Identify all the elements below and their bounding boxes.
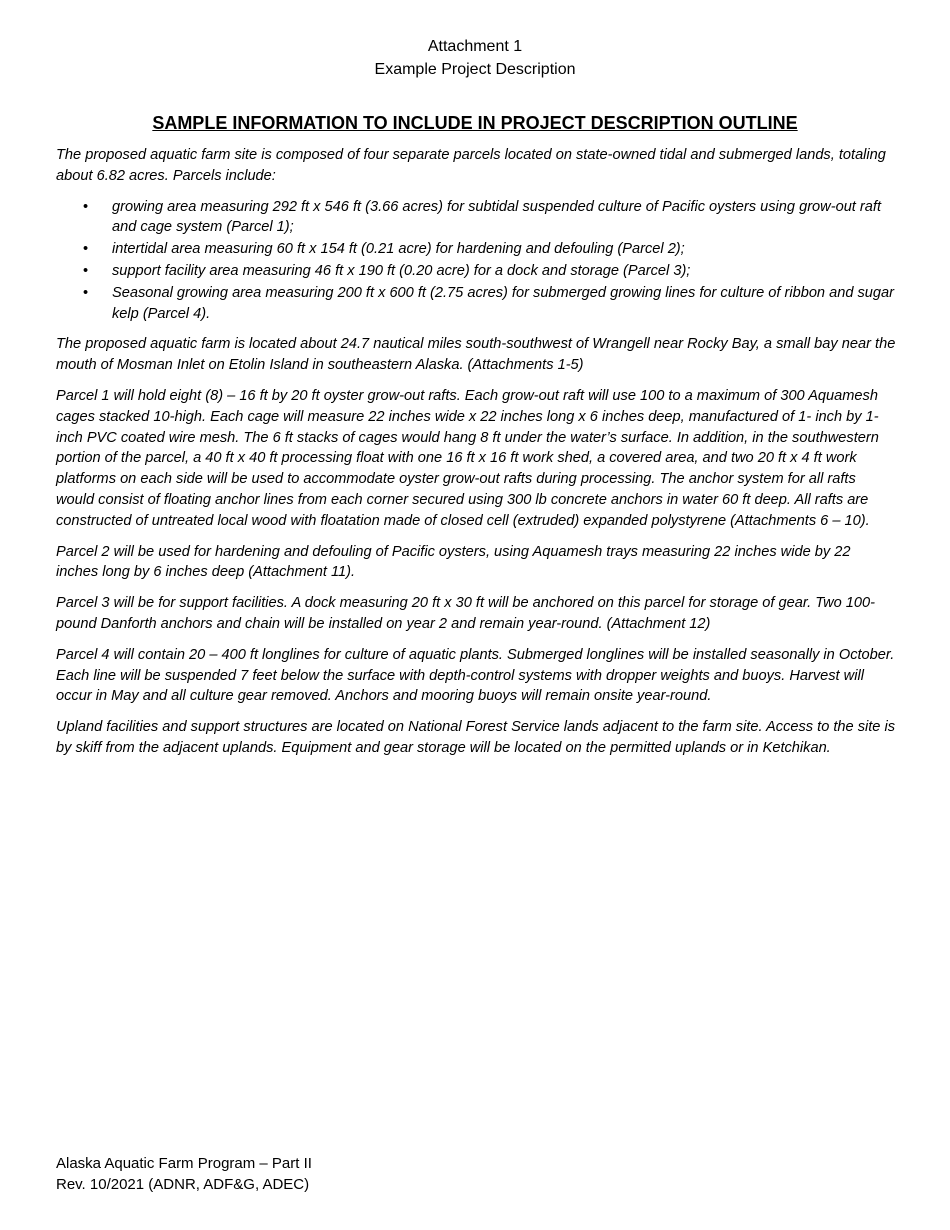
document-title: SAMPLE INFORMATION TO INCLUDE IN PROJECT DESCRIPTION OUTLINE <box>152 113 798 133</box>
upland-paragraph: Upland facilities and support structures are located on National Forest Service lands adjacent to the farm site. Access to the site is by skiff from the adjacent uplands. Equipment and gear storage will be located on the permitted uplands or in Ketchikan. <box>56 719 896 756</box>
attachment-label: Attachment 1 <box>427 38 523 55</box>
parcel-list-item: • support facility area measuring 46 ft x 190 ft (0.20 acre) for a dock and storage (Parcel 3); <box>112 261 896 282</box>
attachment-subtitle: Example Project Description <box>374 61 576 78</box>
parcel-1-paragraph: Parcel 1 will hold eight (8) – 16 ft by 20 ft oyster grow-out rafts. Each grow-out raft will use 100 to a maximum of 300 Aquamesh cages stacked 10-high. Each cage will measure 22 inches wide x 22 inches long x 6 inches deep, manufactured of 1- inch by 1-inch PVC coated wire mesh. The 6 ft stacks of cages would hang 8 ft under the water’s surface. In addition, in the southwestern portion of the parcel, a 40 ft x 40 ft processing float with one 16 ft x 16 ft work shed, a covered area, and two 20 ft x 4 ft work platforms on each side will be used to accommodate oyster grow-out rafts during processing. The anchor system for all rafts would consist of floating anchor lines from each corner secured using 300 lb concrete anchors in water 60 ft deep. All rafts are constructed of untreated local wood with floatation made of closed cell (extruded) expanded polystyrene (Attachments 6 – 10). <box>56 387 879 529</box>
parcel-4-paragraph: Parcel 4 will contain 20 – 400 ft longlines for culture of aquatic plants. Submerged longlines will be installed seasonally in October. Each line will be suspended 7 feet below the surface with depth-control systems with dropper weights and buoys. Harvest will occur in May and all culture gear removed. Anchors and mooring buoys will remain onsite year-round. <box>56 646 895 705</box>
parcel-2-paragraph: Parcel 2 will be used for hardening and defouling of Pacific oysters, using Aquamesh trays measuring 22 inches wide by 22 inches long by 6 inches deep (Attachment 11). <box>56 543 851 581</box>
parcel-list-item: • intertidal area measuring 60 ft x 154 ft (0.21 acre) for hardening and defouling (Parcel 2); <box>112 239 896 260</box>
intro-paragraph: The proposed aquatic farm site is composed of four separate parcels located on state-owned tidal and submerged lands, totaling about 6.82 acres. Parcels include: <box>56 147 886 184</box>
page-footer <box>56 1153 312 1195</box>
document-body <box>56 145 896 769</box>
page-header <box>0 35 950 81</box>
revision-note: Rev. 10/2021 (ADNR, ADF&G, ADEC) <box>56 1176 310 1193</box>
parcel-list-item: • Seasonal growing area measuring 200 ft x 600 ft (2.75 acres) for submerged growing lines for culture of ribbon and sugar kelp (Parcel 4). <box>112 283 896 325</box>
parcel-list-item: • growing area measuring 292 ft x 546 ft (3.66 acres) for subtidal suspended culture of Pacific oysters using grow-out raft and cage system (Parcel 1); <box>112 197 896 239</box>
program-name: Alaska Aquatic Farm Program – Part II <box>56 1155 312 1172</box>
parcel-3-paragraph: Parcel 3 will be for support facilities. A dock measuring 20 ft x 30 ft will be anchored on this parcel for storage of gear. Two 100-pound Danforth anchors and chain will be installed on year 2 and remain year-round. (Attachment 12) <box>56 595 876 632</box>
parcel-list <box>56 197 896 325</box>
location-paragraph: The proposed aquatic farm is located about 24.7 nautical miles south-southwest of Wrangell near Rocky Bay, a small bay near the mouth of Mosman Inlet on Etolin Island in southeastern Alaska. (Attachments 1-5) <box>56 336 896 374</box>
